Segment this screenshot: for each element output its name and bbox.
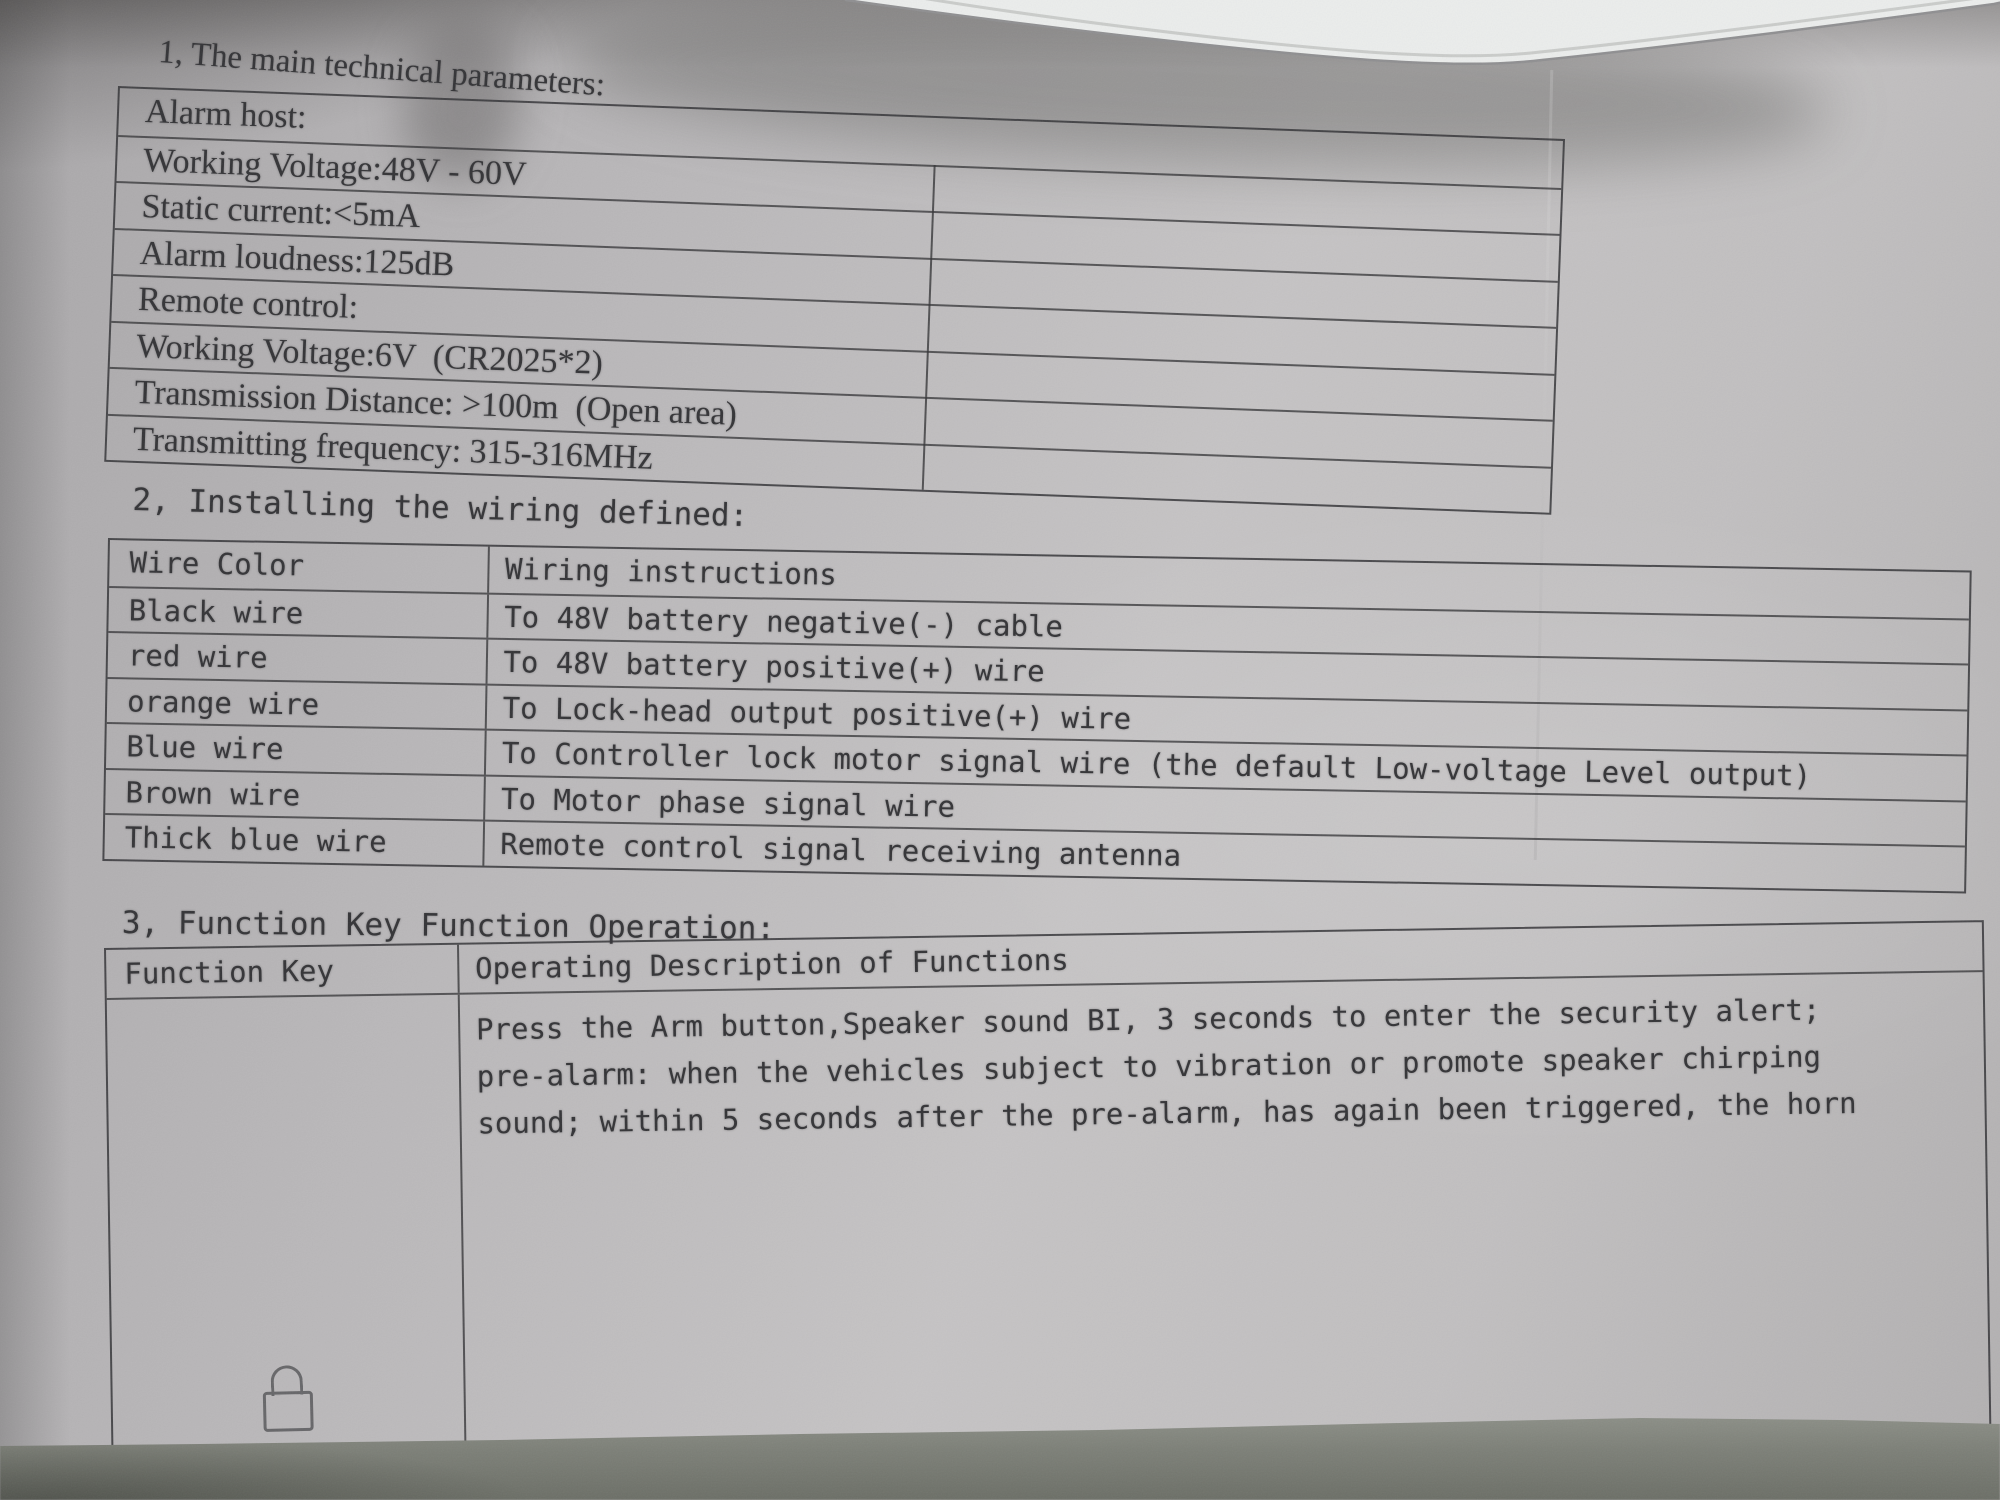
section-1-heading: 1, The main technical parameters: [157, 34, 607, 104]
lock-body [263, 1391, 314, 1432]
technical-parameters-table [104, 86, 1565, 515]
wire-color: red wire [127, 638, 268, 675]
table-row [107, 970, 1990, 1470]
param-label: Alarm loudness:125dB [139, 234, 455, 283]
param-label: Working Voltage:6V (CR2025*2) [135, 327, 604, 382]
param-label: Static current:<5mA [140, 187, 421, 236]
lock-icon [261, 1364, 319, 1439]
wire-color: orange wire [126, 683, 320, 722]
wiring-instruction: To 48V battery positive(+) wire [485, 640, 1968, 709]
column-header: Wiring instructions [487, 547, 1970, 618]
description-line: Press the Arm button,Speaker sound BI, 3 seconds to enter the security alert; [475, 992, 1821, 1047]
param-label: Working Voltage:48V - 60V [142, 141, 528, 193]
param-label: Alarm host: [144, 93, 308, 136]
param-label: Remote control: [137, 280, 359, 326]
param-label: Transmission Distance: >100m (Open area) [134, 373, 738, 433]
description-line: sound; within 5 seconds after the pre-alarm, has again been triggered, the horn [477, 1086, 1857, 1141]
description-line: pre-alarm: when the vehicles subject to vibration or promote speaker chirping [476, 1039, 1822, 1094]
wire-color: Blue wire [126, 729, 284, 767]
wiring-instruction: To Motor phase signal wire [483, 776, 1966, 845]
param-label: Transmitting frequency: 315-316MHz [132, 420, 654, 477]
wire-color: Brown wire [125, 774, 301, 812]
column-header: Operating Description of Functions [457, 922, 1983, 993]
wiring-instruction: To Controller lock motor signal wire (the default Low-voltage Level output) [484, 731, 1967, 800]
function-key-cell [107, 995, 465, 1470]
section-2-heading: 2, Installing the wiring defined: [132, 482, 749, 535]
column-header: Function Key [124, 953, 335, 991]
wiring-instruction: To 48V battery negative(-) cable [486, 594, 1969, 663]
wiring-instruction: To Lock-head output positive(+) wire [484, 685, 1967, 754]
wiring-instruction: Remote control signal receiving antenna [482, 822, 1965, 891]
section-3-heading: 3, Function Key Function Operation: [121, 905, 776, 947]
function-description-cell [458, 972, 1990, 1465]
wiring-table [102, 538, 1971, 893]
column-header: Wire Color [129, 545, 305, 583]
function-key-table [104, 920, 1992, 1470]
wire-color: Thick blue wire [124, 820, 387, 859]
wire-color: Black wire [128, 592, 304, 630]
